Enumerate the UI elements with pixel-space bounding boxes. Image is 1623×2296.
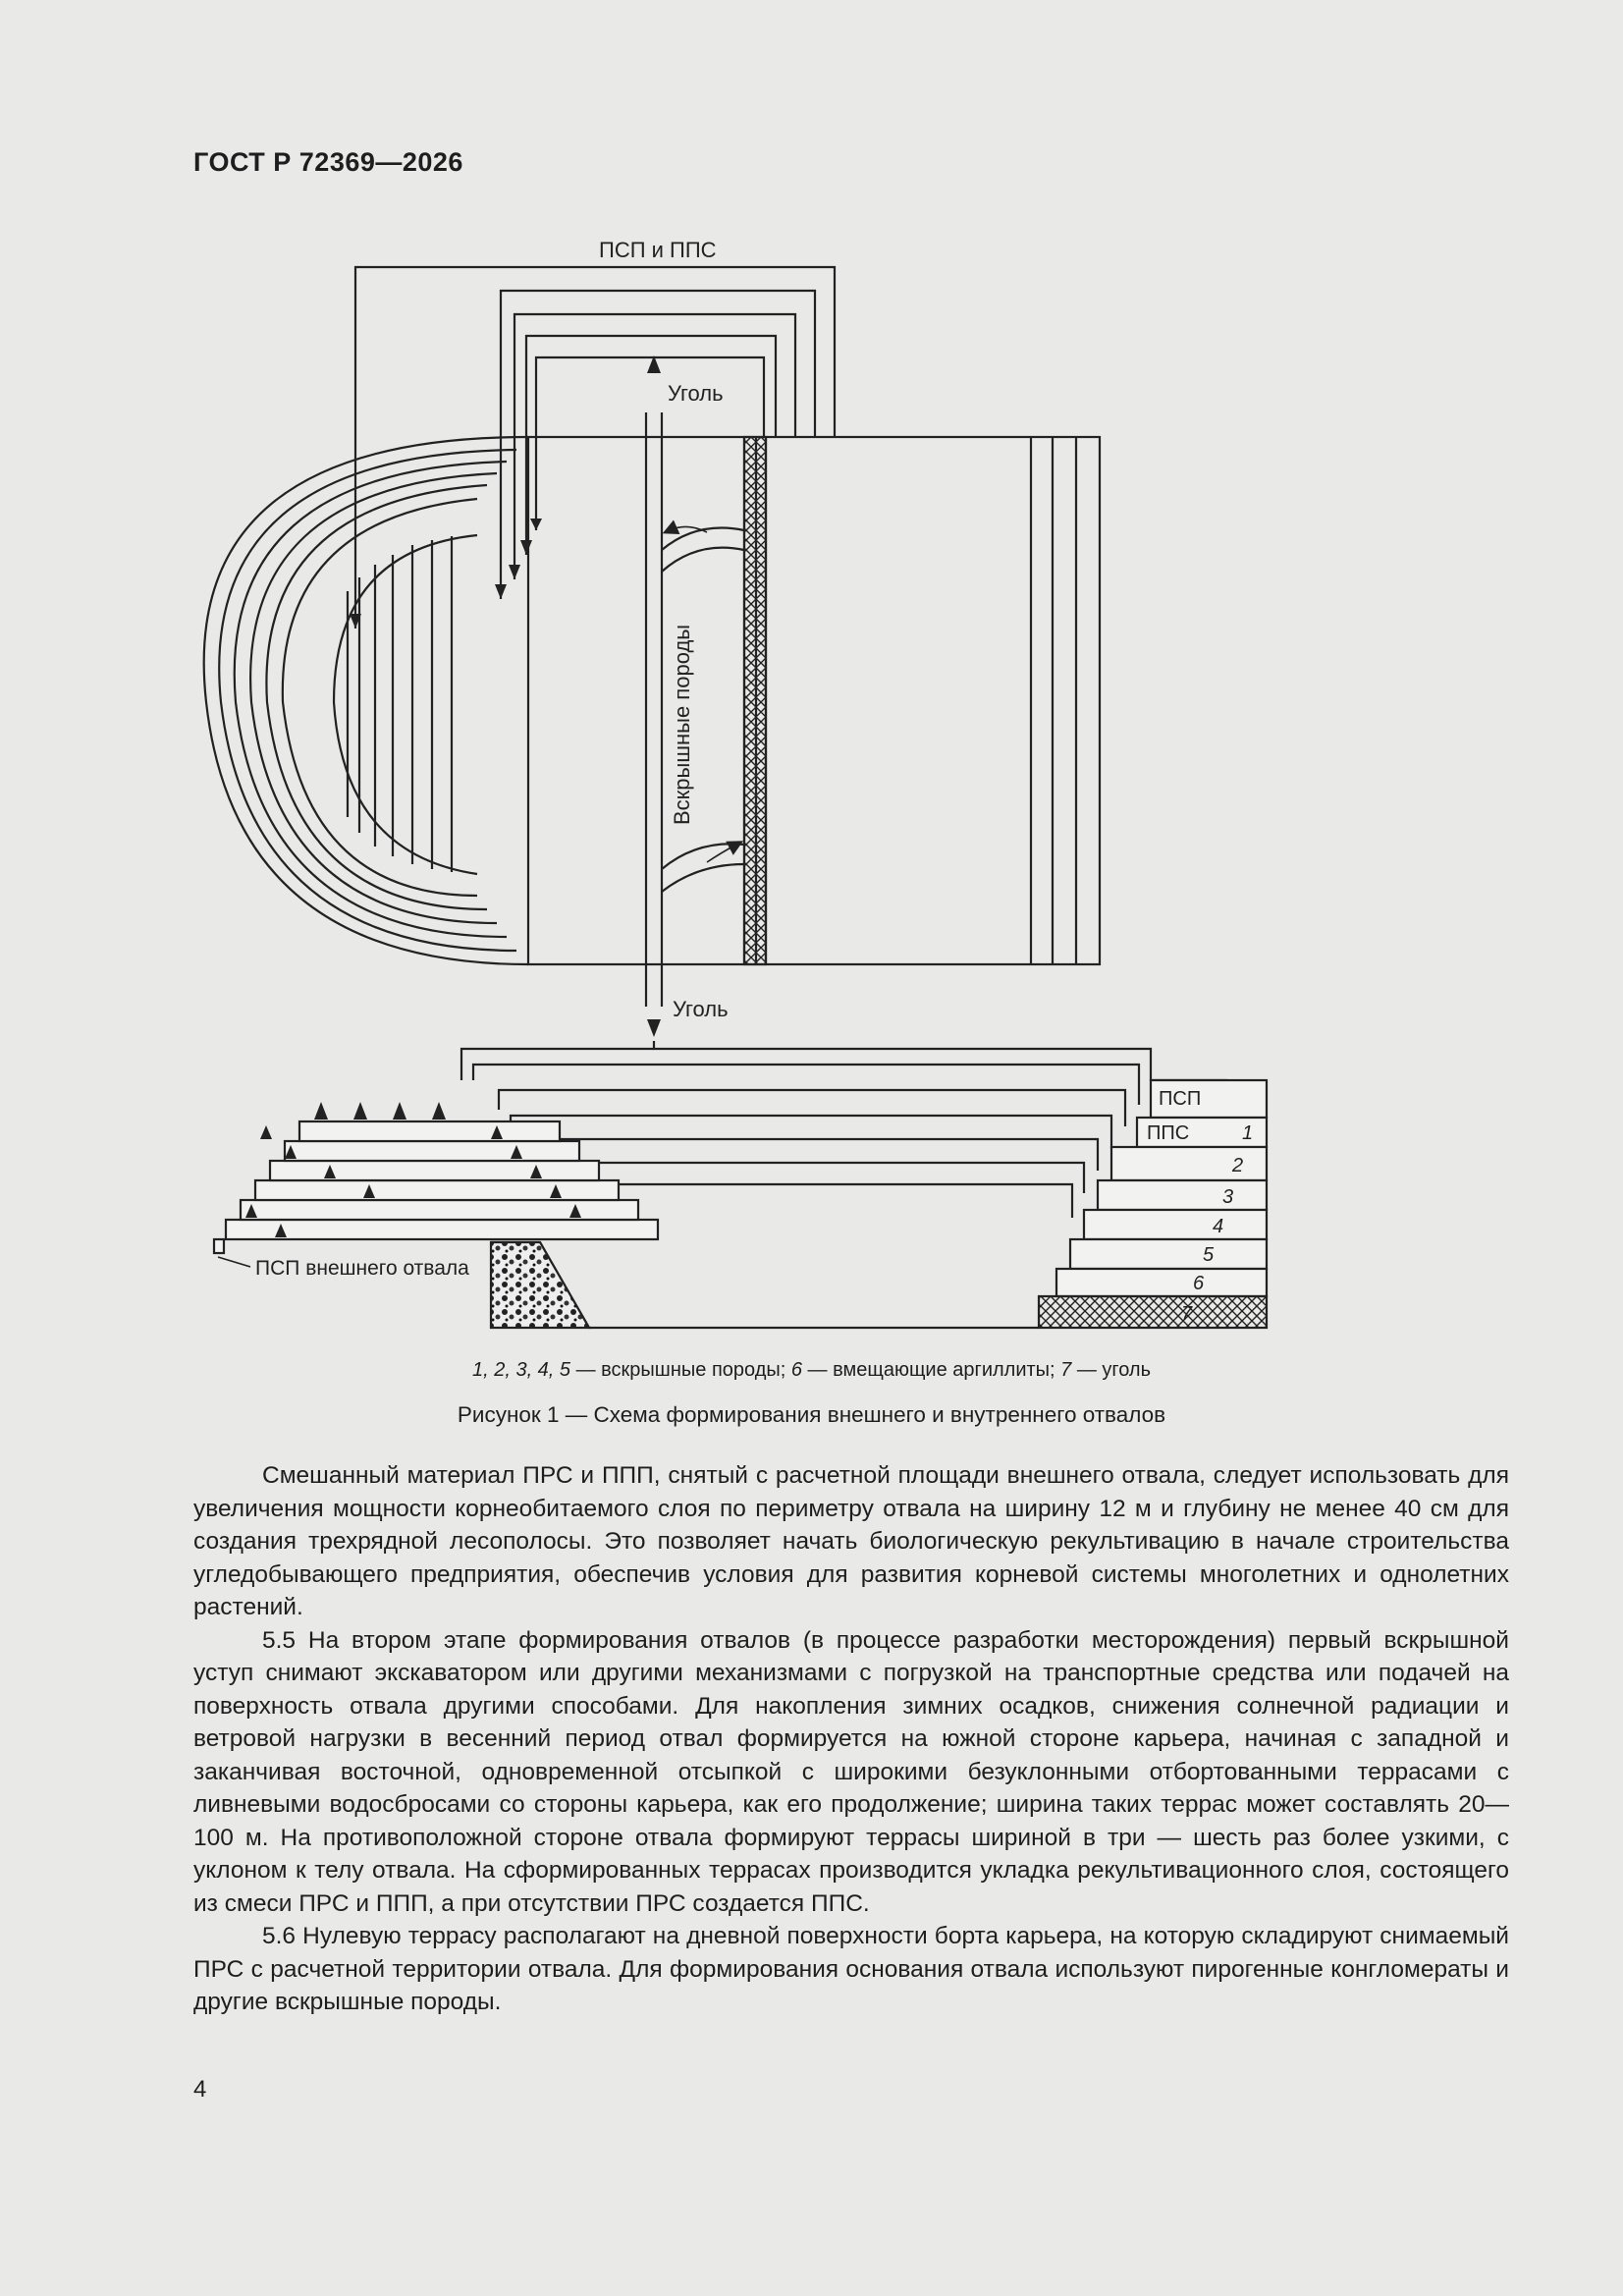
dump-scheme-svg <box>255 236 1424 1336</box>
top-label: ПСП и ППС <box>599 238 717 262</box>
step-3-label: 3 <box>1222 1186 1234 1208</box>
legend-n7: 7 <box>1060 1359 1072 1381</box>
document-header: ГОСТ Р 72369—2026 <box>193 147 463 177</box>
step-6-label: 6 <box>1193 1273 1205 1294</box>
legend-part3: — уголь <box>1071 1359 1152 1381</box>
coal-bottom-label: Уголь <box>673 997 729 1021</box>
figure-legend <box>0 1359 1623 1382</box>
pit-outline <box>528 437 1100 964</box>
paragraph: 5.5 На втором этапе формирования отвалов (в процессе разработки месторождения) первый вскрышной уступ снимают экскаватором или другими механизмами с погрузкой на транспортные средства или подачей на поверхность отвала другими способами. Для накопления зимних осадков, снижения солнечной радиации и ветровой нагрузки в весенний период отвал формируется на южной стороне карьера, начиная с западной и заканчивая восточной, одновременной отсыпкой с широкими безуклонными отбортованными террасами с ливневыми водосбросами со стороны карьера, как его продолжение; ширина таких террас может составлять 20—100 м. На противоположной стороне отвала формируют террасы шириной в три — шесть раз более узкими, с уклоном к телу отвала. На сформированных террасах производится укладка рекультивационного слоя, состоящего из смеси ПРС и ППП, а при отсутствии ПРС создается ППС. <box>193 1626 1509 1917</box>
page-number: 4 <box>193 2076 207 2103</box>
step-psp-label: ПСП <box>1159 1088 1202 1110</box>
step-7-label: 7 <box>1181 1303 1193 1325</box>
step-pps-label: ППС <box>1147 1122 1190 1144</box>
legend-n6: 6 <box>790 1359 802 1381</box>
coal-top-label: Уголь <box>668 381 724 406</box>
paragraph: Смешанный материал ПРС и ППП, снятый с расчетной площади внешнего отвала, следует использовать для увеличения мощности корнеобитаемого слоя по периметру отвала на ширину 12 м и глубину не менее 40 см для создания трехрядной лесополосы. Это позволяет начать биологическую рекультивацию в начале строительства угледобывающего предприятия, обеспечив условия для развития корневой системы многолетних и однолетних растений. <box>193 1462 1509 1620</box>
overburden-label: Вскрышные породы <box>670 624 694 825</box>
step-5-label: 5 <box>1203 1244 1215 1266</box>
figure-caption: Рисунок 1 — Схема формирования внешнего и внутреннего отвалов <box>457 1402 1166 1427</box>
figure-diagram <box>255 236 1424 1336</box>
legend-part2: — вмещающие аргиллиты; <box>802 1359 1061 1381</box>
paragraph: 5.6 Нулевую террасу располагают на дневной поверхности борта карьера, на которую складируют снимаемый ПРС с расчетной территории отвала. Для формирования основания отвала используют пирогенные конгломераты и другие вскрышные породы. <box>193 1923 1509 2015</box>
legend-numbers: 1, 2, 3, 4, 5 <box>471 1359 571 1381</box>
body-text <box>193 1459 1509 2019</box>
step-4-label: 4 <box>1213 1216 1224 1237</box>
step-1-label: 1 <box>1242 1122 1254 1144</box>
legend-part1: — вскрышные породы; <box>570 1359 791 1381</box>
step-2-label: 2 <box>1232 1155 1244 1176</box>
external-dump-label: ПСП внешнего отвала <box>255 1257 469 1280</box>
